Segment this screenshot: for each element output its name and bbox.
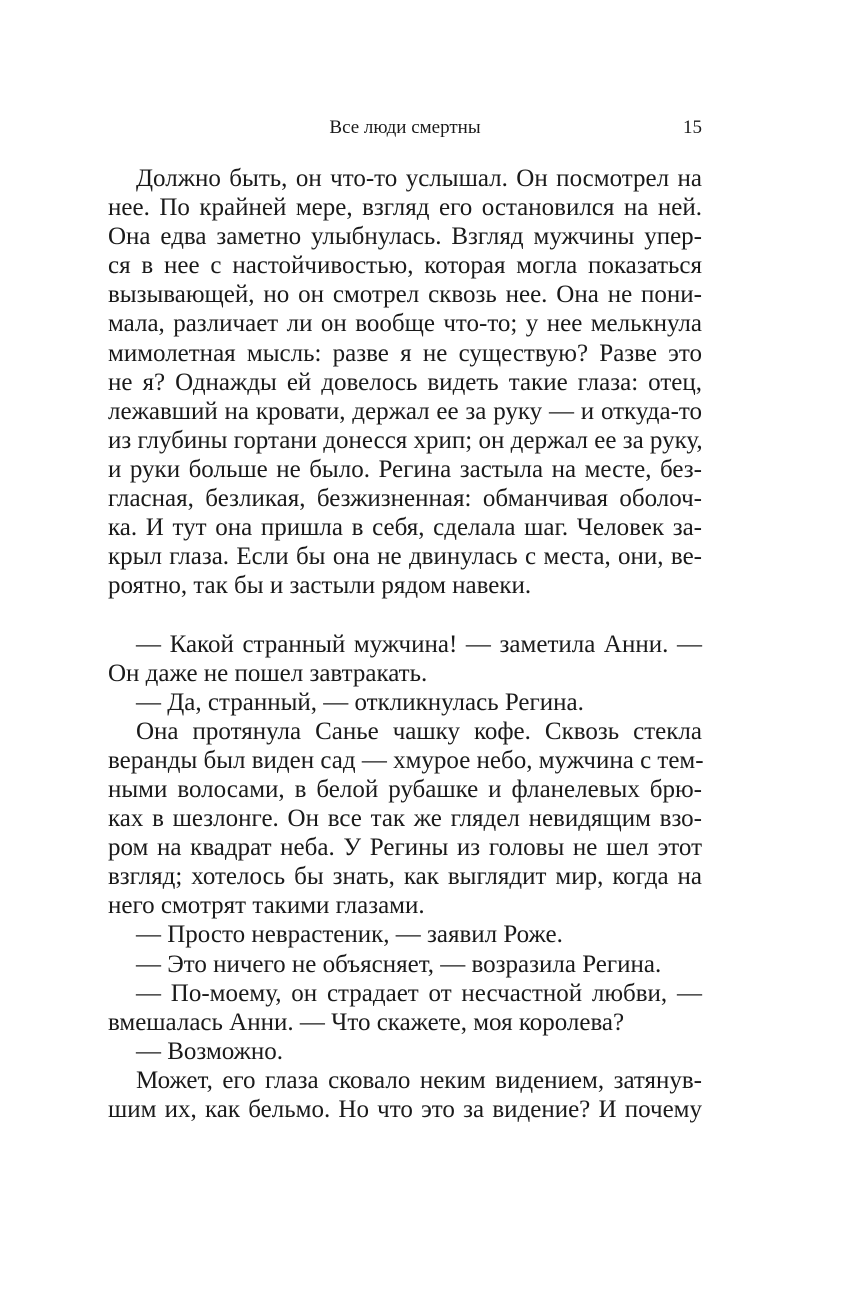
text-line: мала, различает ли он вообще что-то; у нее мелькнула <box>108 310 702 338</box>
text-line: Она едва заметно улыбнулась. Взгляд мужчины упер- <box>108 223 702 251</box>
text-line: вызывающей, но он смотрел сквозь нее. Она не пони- <box>108 281 702 309</box>
text-line: нее. По крайней мере, взгляд его остановился на ней. <box>108 194 702 222</box>
text-line: роятно, так бы и застыли рядом навеки. <box>108 572 532 600</box>
body-text <box>108 164 702 1124</box>
text-line: взгляд; хотелось бы знать, как выглядит мир, когда на <box>108 863 702 891</box>
dialogue-line: — По-моему, он страдает от несчастной любви, — <box>136 979 702 1007</box>
section-break <box>108 600 702 629</box>
text-line: ка. И тут она пришла в себя, сделала шаг. Человек за- <box>108 514 702 542</box>
text-line: мимолетная мысль: разве я не существую? Разве это <box>108 339 702 367</box>
text-line: него смотрят такими глазами. <box>108 892 425 920</box>
text-line: гласная, безликая, безжизненная: обманчивая оболоч- <box>108 485 702 513</box>
text-line: Может, его глаза сковало неким видением, затянув- <box>136 1066 702 1094</box>
running-head <box>108 114 702 142</box>
running-title: Все люди смертны <box>329 117 481 138</box>
text-line: и руки больше не было. Регина застыла на месте, без- <box>108 455 702 483</box>
text-line: Она протянула Санье чашку кофе. Сквозь стекла <box>136 717 702 745</box>
text-line: Должно быть, он что-то услышал. Он посмотрел на <box>136 165 702 192</box>
text-line: ром на квадрат неба. У Регины из головы не шел этот <box>108 834 702 862</box>
text-line: ках в шезлонге. Он все так же глядел невидящим взо- <box>108 805 702 833</box>
text-line: веранды был виден сад — хмурое небо, мужчина с тем- <box>108 746 704 774</box>
dialogue-line: — Да, странный, — откликнулась Регина. <box>136 688 584 716</box>
dialogue-line: — Это ничего не объясняет, — возразила Регина. <box>136 950 662 978</box>
text-line: ными волосами, в белой рубашке и фланелевых брю- <box>108 775 702 803</box>
text-line: Он даже не пошел завтракать. <box>108 659 428 687</box>
text-line: не я? Однажды ей довелось видеть такие глаза: отец, <box>108 368 702 396</box>
text-line: шим их, как бельмо. Но что это за видение? И почему <box>108 1096 702 1123</box>
text-line: ся в нее с настойчивостью, которая могла показаться <box>108 252 702 280</box>
text-line: вмешалась Анни. — Что скажете, моя королева? <box>108 1008 625 1036</box>
dialogue-line: — Какой странный мужчина! — заметила Анни. — <box>136 630 702 658</box>
dialogue-line: — Возможно. <box>136 1037 284 1065</box>
text-line: крыл глаза. Если бы она не двинулась с места, они, ве- <box>108 543 702 571</box>
dialogue-line: — Просто неврастеник, — заявил Роже. <box>136 921 563 949</box>
page-number: 15 <box>683 117 702 138</box>
text-line: лежавший на кровати, держал ее за руку — и откуда-то <box>108 397 702 425</box>
text-line: из глубины гортани донесся хрип; он держал ее за руку, <box>108 426 703 454</box>
